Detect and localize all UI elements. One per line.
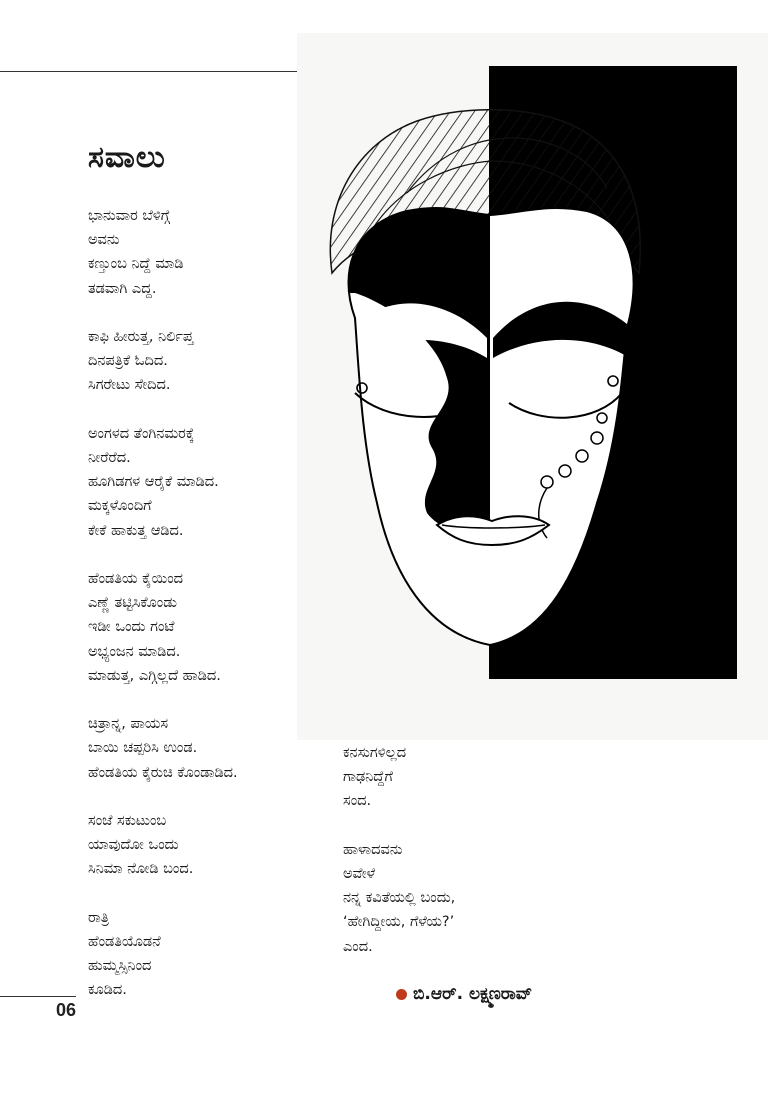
poem-line: ಅಂಗಳದ ತೆಂಗಿನಮರಕ್ಕೆ — [88, 425, 195, 442]
poem-line: ರಾತ್ರಿ — [88, 909, 110, 926]
poem-line: ಸಂಜೆ ಸಕುಟುಂಬ — [88, 813, 167, 829]
poem-line: ‘ಹೇಗಿದ್ದೀಯ, ಗೆಳೆಯ?’ — [343, 914, 455, 931]
stanza — [88, 325, 238, 398]
poem-line: ಕನಸುಗಳಿಲ್ಲದ — [343, 745, 407, 761]
poem-line: ಮಕ್ಕಳೊಂದಿಗೆ — [88, 498, 152, 515]
poem-line: ನನ್ನ ಕವಿತೆಯಲ್ಲಿ ಬಂದು, — [343, 890, 456, 907]
stanza — [88, 809, 238, 882]
poem-right-column — [343, 741, 455, 983]
poem-line: ಇಡೀ ಒಂದು ಗಂಟೆ — [88, 619, 175, 636]
poem-line: ಅವೇಳೆ — [343, 866, 376, 882]
author-name: ಬಿ.ಆರ್. ಲಕ್ಷ್ಮಣರಾವ್ — [413, 984, 533, 1004]
poem-line: ದಿನಪತ್ರಿಕೆ ಓದಿದ. — [88, 353, 168, 370]
poem-line: ಸಂದ. — [343, 793, 372, 810]
poem-line: ಸಿನಿಮಾ ನೋಡಿ ಬಂದ. — [88, 861, 194, 878]
stanza — [88, 422, 238, 543]
poem-line: ಹಾಳಾದವನು — [343, 841, 403, 858]
stanza — [88, 567, 238, 688]
poem-line: ಕಣ್ತುಂಬ ನಿದ್ದೆ ಮಾಡಿ — [88, 256, 184, 273]
author-byline — [396, 984, 532, 1004]
poem-line: ಹೆಂಡತಿಯ ಕೈರುಚಿ ಕೊಂಡಾಡಿದ. — [88, 764, 238, 781]
poem-line: ಯಾವುದೋ ಒಂದು — [88, 837, 179, 854]
poem-line: ಸಿಗರೇಟು ಸೇದಿದ. — [88, 377, 171, 394]
poem-line: ಕೂಡಿದ. — [88, 982, 127, 999]
stanza — [343, 838, 455, 959]
poem-line: ಹೂಗಿಡಗಳ ಆರೈಕೆ ಮಾಡಿದ. — [88, 474, 219, 491]
poem-line: ನೀರೆರೆದ. — [88, 450, 131, 466]
poem-line: ಅವನು — [88, 232, 120, 249]
face-illustration — [297, 33, 768, 740]
poem-line: ಹೆಂಡತಿಯ ಕೈಯಿಂದ — [88, 571, 184, 587]
stanza — [88, 204, 238, 301]
poem-line: ಕಾಫಿ ಹೀರುತ್ತ, ನಿರ್ಲಿಪ್ತ — [88, 329, 194, 345]
bullet-icon — [396, 989, 407, 1000]
poem-title: ಸವಾಲು — [88, 140, 166, 175]
poem-line: ಬಾಯಿ ಚಪ್ಪರಿಸಿ ಉಂಡ. — [88, 740, 198, 757]
poem-line: ಹೆಂಡತಿಯೊಡನೆ — [88, 934, 161, 950]
poem-left-column — [88, 204, 238, 1027]
stanza — [343, 741, 455, 814]
poem-line: ಎಂದ. — [343, 938, 373, 955]
page-number: 06 — [56, 1000, 77, 1020]
poem-line: ಅಭ್ಯಂಜನ ಮಾಡಿದ. — [88, 643, 181, 660]
poem-line: ತಡವಾಗಿ ಎದ್ದ. — [88, 280, 157, 297]
poem-line: ಹುಮ್ಮಸ್ಸಿನಿಂದ — [88, 958, 152, 975]
poem-line: ಕೇಕೆ ಹಾಕುತ್ತ ಆಡಿದ. — [88, 522, 184, 539]
poem-line: ಎಣ್ಣೆ ತಟ್ಟಿಸಿಕೊಂಡು — [88, 595, 178, 612]
stanza — [88, 906, 238, 1003]
poem-line: ಚಿತ್ರಾನ್ನ, ಪಾಯಸ — [88, 716, 169, 733]
stanza — [88, 712, 238, 785]
poem-line: ಗಾಢನಿದ್ದೆಗೆ — [343, 769, 393, 786]
poem-line: ಭಾನುವಾರ ಬೆಳಿಗ್ಗೆ — [88, 208, 171, 224]
bottom-rule — [0, 996, 76, 997]
poem-line: ಮಾಡುತ್ತ, ಎಗ್ಗಿಲ್ಲದೆ ಹಾಡಿದ. — [88, 667, 221, 684]
